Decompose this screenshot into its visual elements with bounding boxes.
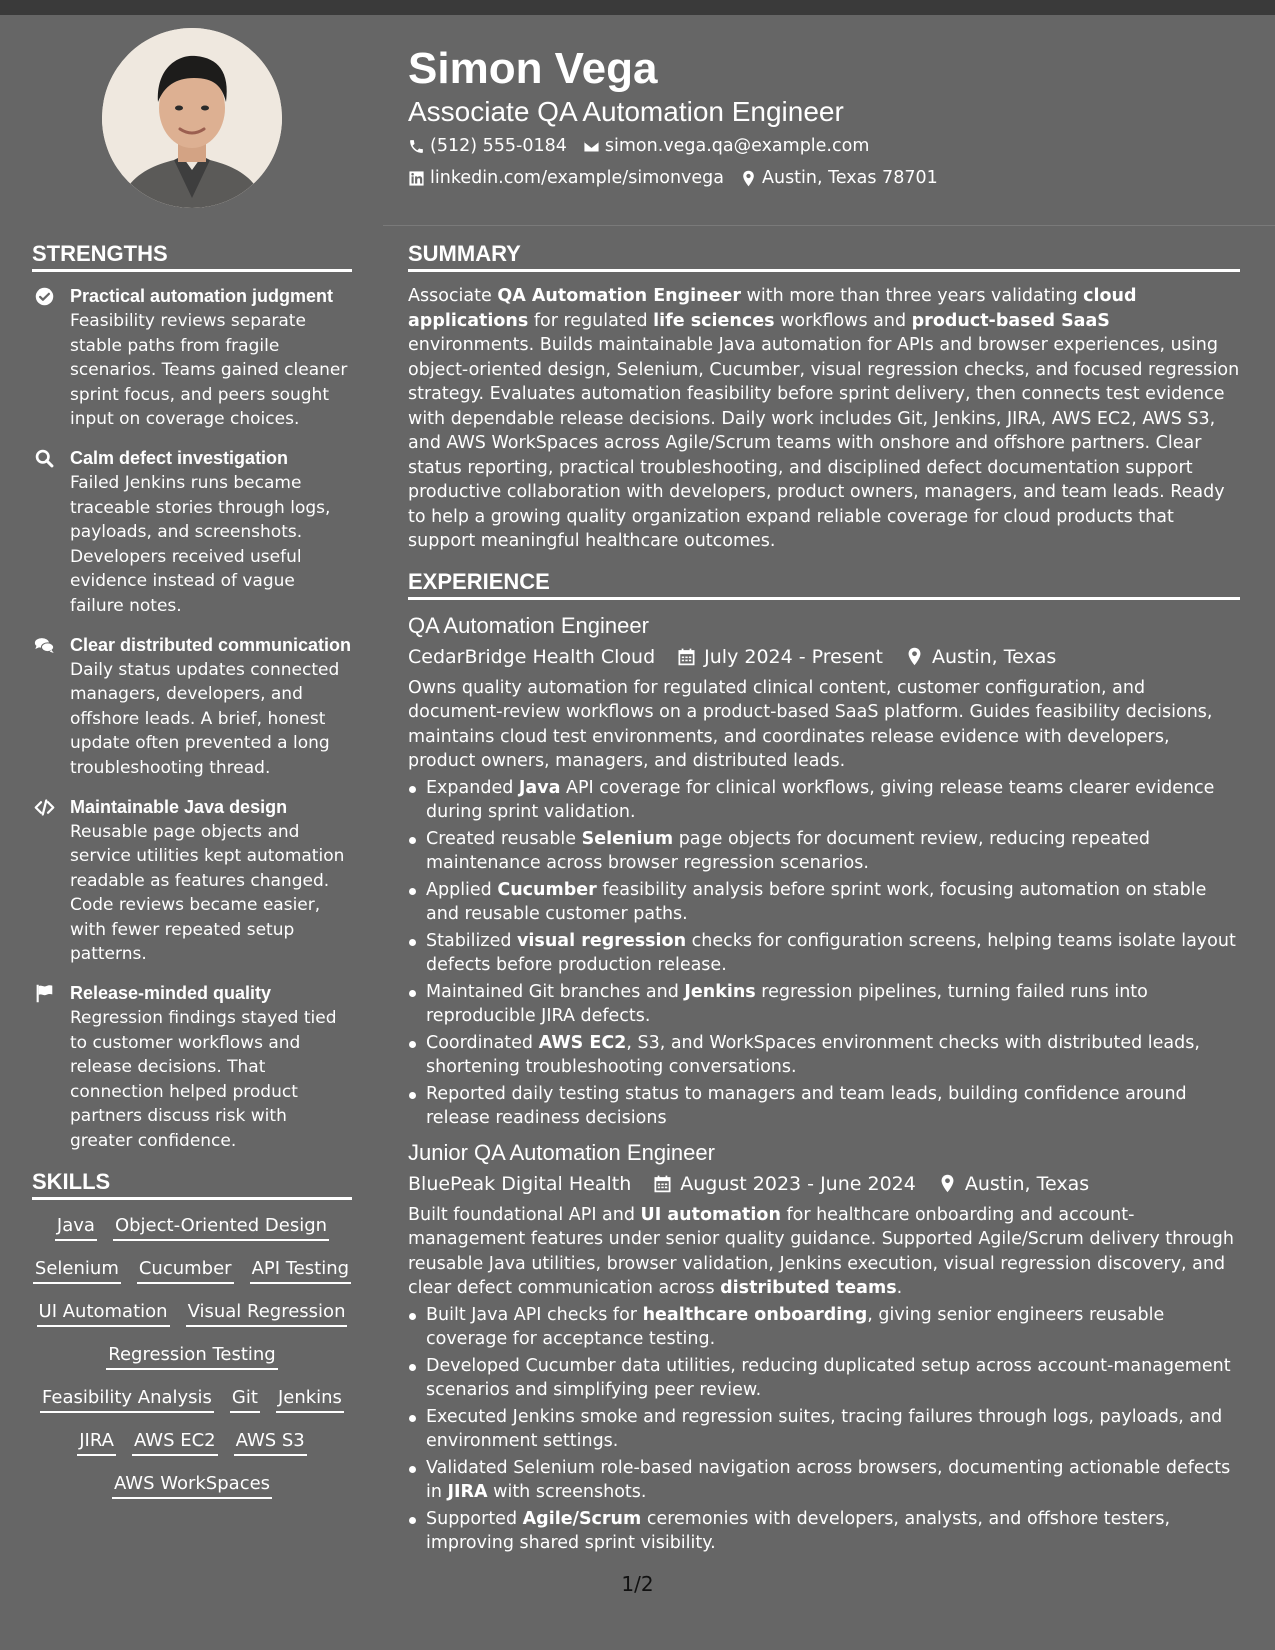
job-description [408,676,1240,774]
text-run: Validated Selenium role-based navigation across browsers, documenting actionable defects in [426,1457,1231,1502]
flag-icon [34,983,55,1004]
skill-tag: Git [230,1386,260,1413]
skill-tag: AWS WorkSpaces [112,1472,272,1499]
bold-keyword: Selenium [581,828,674,849]
skill-tag: Visual Regression [186,1300,348,1327]
skill-tag: Regression Testing [106,1343,277,1370]
text-run: , giving senior engineers reusable coverage for acceptance testing. [426,1304,1165,1349]
strength-description: Feasibility reviews separate stable paths from fragile scenarios. Teams gained cleaner sprint focus, and peers sought input on coverage choices. [70,311,348,430]
left-column [32,240,352,1499]
job-bullet [408,776,1240,825]
job-entry [408,612,1240,1131]
text-run: Built foundational API and [408,1204,641,1225]
search-icon [34,448,55,469]
job-bullet [408,1507,1240,1556]
map-pin-icon [905,647,924,666]
summary-text [408,284,1240,554]
bold-keyword: Jenkins [684,981,756,1002]
right-column [408,240,1240,1558]
check-circle-icon [34,286,55,307]
strength-item [32,284,352,432]
text-run: regression pipelines, turning failed runs into reproducible JIRA defects. [426,981,1148,1026]
strength-title: Clear distributed communication [70,634,352,655]
bold-keyword: Java [518,777,561,798]
header-divider [383,225,1275,226]
company-name: CedarBridge Health Cloud [408,645,656,668]
experience-heading: EXPERIENCE [408,568,1240,600]
text-run: Associate [408,286,498,306]
text-run: Maintained Git branches and [426,981,685,1002]
strength-item [32,981,352,1154]
text-run: for healthcare onboarding and account-management features under senior quality guidance. Supported Agile/Scrum delivery through reusable Java utilities, browser validation, Jenkins execution, visual regression discovery, and clear defect communication across [408,1204,1235,1298]
bold-keyword: distributed teams [720,1278,897,1298]
text-run: Supported [426,1508,523,1529]
bold-keyword: JIRA [447,1482,488,1502]
strength-item [32,795,352,968]
calendar-icon [653,1174,672,1193]
strength-description: Failed Jenkins runs became traceable stories through logs, payloads, and screenshots. Developers received useful evidence instead of vague failure notes. [70,472,331,616]
job-bullet [408,878,1240,927]
skill-tag: Selenium [33,1257,121,1284]
strength-description: Daily status updates connected managers, developers, and offshore leads. A brief, honest update often prevented a long troubleshooting thread. [70,659,340,778]
contact-row-1 [408,135,869,157]
job-dates: July 2024 - Present [704,645,883,668]
text-run: Applied [426,879,498,900]
job-bullet [408,929,1240,978]
skills-list [32,1212,352,1499]
text-run: Stabilized [426,930,518,951]
page-number: 1/2 [621,1572,654,1596]
bold-keyword: QA Automation Engineer [497,286,741,306]
text-run: Expanded [426,777,519,798]
strengths-heading: STRENGTHS [32,240,352,272]
bold-keyword: product-based SaaS [911,310,1110,331]
text-run: Developed Cucumber data utilities, reducing duplicated setup across account-management scenarios and simplifying peer review. [426,1355,1231,1400]
job-location: Austin, Texas [931,645,1057,668]
strength-item [32,633,352,781]
job-bullet [408,827,1240,876]
profile-photo [102,28,282,208]
skill-tag: Java [55,1214,97,1241]
map-pin-icon [938,1174,957,1193]
phone-icon [408,138,425,155]
envelope-icon [583,138,600,155]
phone-contact [408,135,567,157]
text-run: workflows and [774,310,912,331]
strength-description: Regression findings stayed tied to customer workflows and release decisions. That connection helped product partners discuss risk with greater confidence. [70,1008,337,1152]
job-bullet [408,1031,1240,1080]
location-text: Austin, Texas 78701 [762,168,938,188]
text-run: . [896,1278,903,1298]
comments-icon [34,635,55,656]
text-run: API coverage for clinical workflows, giving release teams clearer evidence during sprint validation. [426,777,1215,822]
linkedin-icon [408,170,425,187]
map-pin-icon [740,170,757,187]
job-bullet [408,1405,1240,1454]
text-run: environments. Builds maintainable Java automation for APIs and browser experiences, using object-oriented design, Selenium, Cucumber, visual regression checks, and focused regression strategy. Evaluates automation feasibility before sprint delivery, then connects test evidence with dependable release decisions. Daily work includes Git, Jenkins, JIRA, AWS EC2, AWS S3, and AWS WorkSpaces across Agile/Scrum teams with onshore and offshore partners. Clear status reporting, practical troubleshooting, and disciplined defect documentation support productive collaboration with developers, product owners, managers, and team leads. Ready to help a growing quality organization expand reliable coverage for cloud products that support meaningful healthcare outcomes. [408,335,1240,551]
bold-keyword: AWS EC2 [538,1032,627,1053]
job-bullet [408,980,1240,1029]
contact-row-2 [408,167,938,189]
text-run: Executed Jenkins smoke and regression suites, tracing failures through logs, payloads, and environment settings. [426,1406,1223,1451]
phone-number[interactable]: (512) 555-0184 [430,136,567,156]
code-icon [34,797,55,818]
top-bar [0,0,1275,15]
linkedin-url[interactable]: linkedin.com/example/simonvega [430,168,724,188]
profile-photo-illustration [102,28,282,208]
skill-tag: Cucumber [137,1257,234,1284]
job-bullet [408,1456,1240,1505]
candidate-name: Simon Vega [408,44,658,93]
location-contact [740,167,938,189]
text-run: feasibility analysis before sprint work, focusing automation on stable and reusable customer paths. [426,879,1207,924]
linkedin-contact [408,167,724,189]
text-run: with more than three years validating [740,286,1084,306]
calendar-icon [677,647,696,666]
job-bullet [408,1354,1240,1403]
skill-row [40,1386,344,1413]
skill-row [112,1472,272,1499]
job-bullets [408,776,1240,1131]
skill-row [37,1300,348,1327]
company-name: BluePeak Digital Health [408,1172,632,1195]
job-bullet [408,1303,1240,1352]
text-run: checks for configuration screens, helping teams isolate layout defects before production release. [426,930,1236,975]
job-entry [408,1139,1240,1556]
email-contact [583,135,870,157]
job-bullets [408,1303,1240,1556]
text-run: page objects for document review, reducing repeated maintenance across browser regression scenarios. [426,828,1150,873]
skill-tag: API Testing [250,1257,351,1284]
bold-keyword: Cucumber [497,879,597,900]
job-title: QA Automation Engineer [408,612,649,638]
text-run: for regulated [528,310,654,331]
text-run: Owns quality automation for regulated clinical content, customer configuration, and document-review workflows on a product-based SaaS platform. Guides feasibility decisions, maintains cloud test environments, and coordinates release evidence with developers, product owners, managers, and distributed leads. [408,677,1213,771]
strength-title: Practical automation judgment [70,286,334,306]
candidate-title: Associate QA Automation Engineer [408,96,844,127]
text-run: Created reusable [426,828,582,849]
job-meta [408,1171,1240,1197]
job-meta [408,644,1240,670]
text-run: Reported daily testing status to managers and team leads, building confidence around release readiness decisions [426,1083,1187,1128]
bold-keyword: visual regression [517,930,687,951]
email-address[interactable]: simon.vega.qa@example.com [604,136,870,156]
text-run: ceremonies with developers, analysts, and offshore testers, improving shared sprint visibility. [426,1508,1171,1553]
strength-title: Calm defect investigation [70,447,289,468]
job-bullet [408,1082,1240,1131]
skill-tag: AWS S3 [234,1429,307,1456]
bold-keyword: UI automation [640,1204,781,1225]
summary-heading: SUMMARY [408,240,1240,272]
skill-row [55,1214,329,1241]
skill-row [106,1343,277,1370]
job-location: Austin, Texas [964,1172,1090,1195]
strength-description: Reusable page objects and service utilities kept automation readable as features changed. Code reviews became easier, with fewer repeated setup patterns. [70,821,345,965]
skill-tag: JIRA [77,1429,116,1456]
skills-heading: SKILLS [32,1168,352,1200]
text-run: , S3, and WorkSpaces environment checks with distributed leads, shortening troubleshooting conversations. [426,1032,1200,1077]
skill-tag: Feasibility Analysis [40,1386,214,1413]
skill-tag: AWS EC2 [132,1429,218,1456]
text-run: with screenshots. [487,1482,647,1502]
text-run: Coordinated [426,1032,539,1053]
job-title: Junior QA Automation Engineer [408,1139,715,1165]
skill-tag: Jenkins [276,1386,344,1413]
bold-keyword: cloud applications [408,286,1137,331]
bold-keyword: life sciences [653,310,775,331]
skill-tag: UI Automation [37,1300,170,1327]
skill-tag: Object-Oriented Design [113,1214,329,1241]
strength-item [32,446,352,619]
bold-keyword: Agile/Scrum [522,1508,642,1529]
skill-row [33,1257,351,1284]
job-dates: August 2023 - June 2024 [680,1172,916,1195]
bold-keyword: healthcare onboarding [642,1304,868,1325]
text-run: Built Java API checks for [426,1304,643,1325]
skill-row [77,1429,307,1456]
strength-title: Maintainable Java design [70,796,288,817]
strength-title: Release-minded quality [70,983,272,1004]
job-description [408,1203,1240,1301]
